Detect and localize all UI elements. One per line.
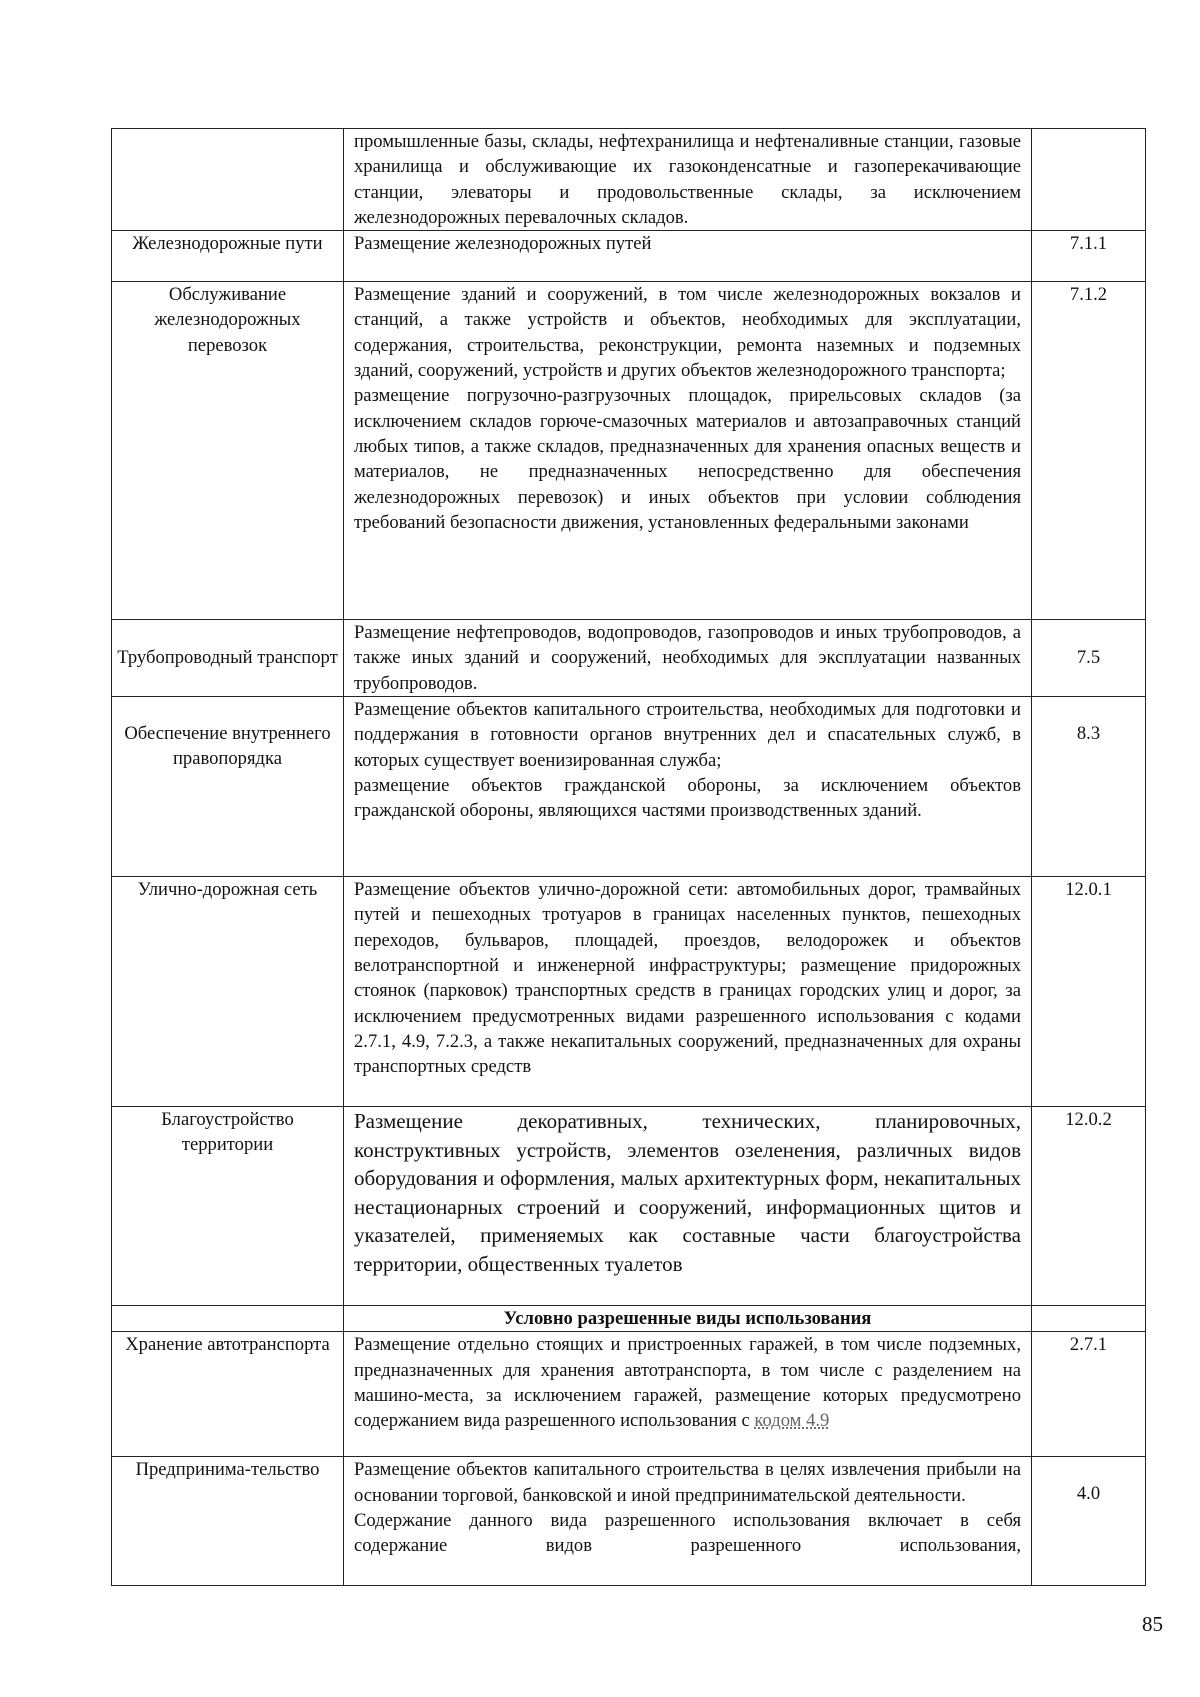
use-code-cell: 12.0.2 bbox=[1032, 1107, 1146, 1306]
use-name-cell: Трубопроводный транспорт bbox=[112, 620, 344, 697]
use-code-cell: 4.0 bbox=[1032, 1457, 1146, 1586]
description-paragraph: Размещение железнодорожных путей bbox=[354, 233, 652, 255]
description-paragraph bbox=[354, 1332, 1021, 1433]
table-row bbox=[112, 1107, 1146, 1306]
use-code-cell: 2.7.1 bbox=[1032, 1332, 1146, 1457]
table-row bbox=[112, 129, 1146, 231]
description-paragraph: Размещение нефтепроводов, водопроводов, газопроводов и иных трубопроводов, а также иных зданий и сооружений, необходимых для эксплуатации названных трубопроводов. bbox=[354, 622, 1021, 694]
description-paragraph: Размещение зданий и сооружений, в том числе железнодорожных вокзалов и станций, а также устройств и объектов, необходимых для эксплуатации, содержания, строительства, реконструкции, ремонта наземных и подземных зданий, сооружений, устройств и других объектов железнодорожного транспорта; bbox=[354, 284, 1021, 382]
use-name-cell: Предпринима-тельство bbox=[112, 1457, 344, 1586]
use-description-cell bbox=[344, 1107, 1032, 1306]
use-name-cell: Хранение автотранспорта bbox=[112, 1332, 344, 1457]
use-description-cell bbox=[344, 1457, 1032, 1586]
table-row bbox=[112, 877, 1146, 1107]
use-name-cell bbox=[112, 129, 344, 231]
description-paragraph: Размещение объектов капитального строительства, необходимых для подготовки и поддержания в готовности органов внутренних дел и спасательных служб, в которых существует военизированная служба; bbox=[354, 699, 1021, 771]
use-name-cell: Обеспечение внутреннего правопорядка bbox=[112, 697, 344, 877]
use-code-cell: 8.3 bbox=[1032, 697, 1146, 877]
use-description-cell bbox=[344, 697, 1032, 877]
use-code-cell bbox=[1032, 129, 1146, 231]
land-use-table bbox=[111, 128, 1146, 1586]
description-paragraph: Содержание данного вида разрешенного использования включает в себя содержание видов разрешенного использования, bbox=[354, 1509, 1021, 1557]
use-description-cell bbox=[344, 129, 1032, 231]
use-description-cell bbox=[344, 1332, 1032, 1457]
use-code-cell: 7.1.1 bbox=[1032, 231, 1146, 282]
empty-cell bbox=[1032, 1306, 1146, 1332]
use-code-cell: 7.5 bbox=[1032, 620, 1146, 697]
use-description-cell bbox=[344, 282, 1032, 620]
section-title: Условно разрешенные виды использования bbox=[344, 1306, 1032, 1332]
use-name-cell: Обслуживание железнодорожных перевозок bbox=[112, 282, 344, 620]
table-row bbox=[112, 1332, 1146, 1457]
empty-cell bbox=[112, 1306, 344, 1332]
use-code-cell: 12.0.1 bbox=[1032, 877, 1146, 1107]
table-row bbox=[112, 231, 1146, 282]
table-row bbox=[112, 282, 1146, 620]
use-description-cell bbox=[344, 620, 1032, 697]
code-link[interactable]: кодом 4.9 bbox=[754, 1410, 830, 1432]
description-paragraph: промышленные базы, склады, нефтехранилища и нефтеналивные станции, газовые хранилища и обслуживающие их газоконденсатные и газоперекачивающие станции, элеваторы и продовольственные склады, за исключением железнодорожных перевалочных складов. bbox=[354, 131, 1021, 228]
use-name-cell: Железнодорожные пути bbox=[112, 231, 344, 282]
use-description-cell bbox=[344, 877, 1032, 1107]
page-number: 85 bbox=[1142, 1612, 1163, 1636]
table-row bbox=[112, 1457, 1146, 1586]
description-paragraph: Размещение декоративных, технических, планировочных, конструктивных устройств, элементов озеленения, различных видов оборудования и оформления, малых архитектурных форм, некапитальных нестационарных строений и сооружений, информационных щитов и указателей, применяемых как составные части благоустройства территории, общественных туалетов bbox=[354, 1109, 1021, 1276]
description-paragraph: размещение погрузочно-разгрузочных площадок, прирельсовых складов (за исключением складов горюче-смазочных материалов и автозаправочных станций любых типов, а также складов, предназначенных для хранения опасных веществ и материалов, не предназначенных непосредственно для обеспечения железнодорожных перевозок) и иных объектов при условии соблюдения требований безопасности движения, установленных федеральными законами bbox=[354, 385, 1021, 533]
table-row bbox=[112, 620, 1146, 697]
use-name-cell: Улично-дорожная сеть bbox=[112, 877, 344, 1107]
description-paragraph: Размещение объектов капитального строительства в целях извлечения прибыли на основании торговой, банковской и иной предпринимательской деятельности. bbox=[354, 1459, 1021, 1506]
use-code-cell: 7.1.2 bbox=[1032, 282, 1146, 620]
description-text: Размещение отдельно стоящих и пристроенных гаражей, в том числе подземных, предназначенных для хранения автотранспорта, в том числе с разделением на машино-места, за исключением гаражей, размещение которых предусмотрено содержанием вида разрешенного использования с bbox=[354, 1334, 1021, 1432]
description-paragraph: Размещение объектов улично-дорожной сети: автомобильных дорог, трамвайных путей и пешеходных тротуаров в границах населенных пунктов, пешеходных переходов, бульваров, площадей, проездов, велодорожек и объектов велотранспортной и инженерной инфраструктуры; размещение придорожных стоянок (парковок) транспортных средств в границах городских улиц и дорог, за исключением предусмотренных видами разрешенного использования с кодами 2.7.1, 4.9, 7.2.3, а также некапитальных сооружений, предназначенных для охраны транспортных средств bbox=[354, 879, 1021, 1078]
description-paragraph: размещение объектов гражданской обороны, за исключением объектов гражданской обороны, являющихся частями производственных зданий. bbox=[354, 774, 1021, 822]
table-row bbox=[112, 697, 1146, 877]
use-name-cell: Благоустройство территории bbox=[112, 1107, 344, 1306]
use-description-cell bbox=[344, 231, 1032, 282]
section-header-row bbox=[112, 1306, 1146, 1332]
